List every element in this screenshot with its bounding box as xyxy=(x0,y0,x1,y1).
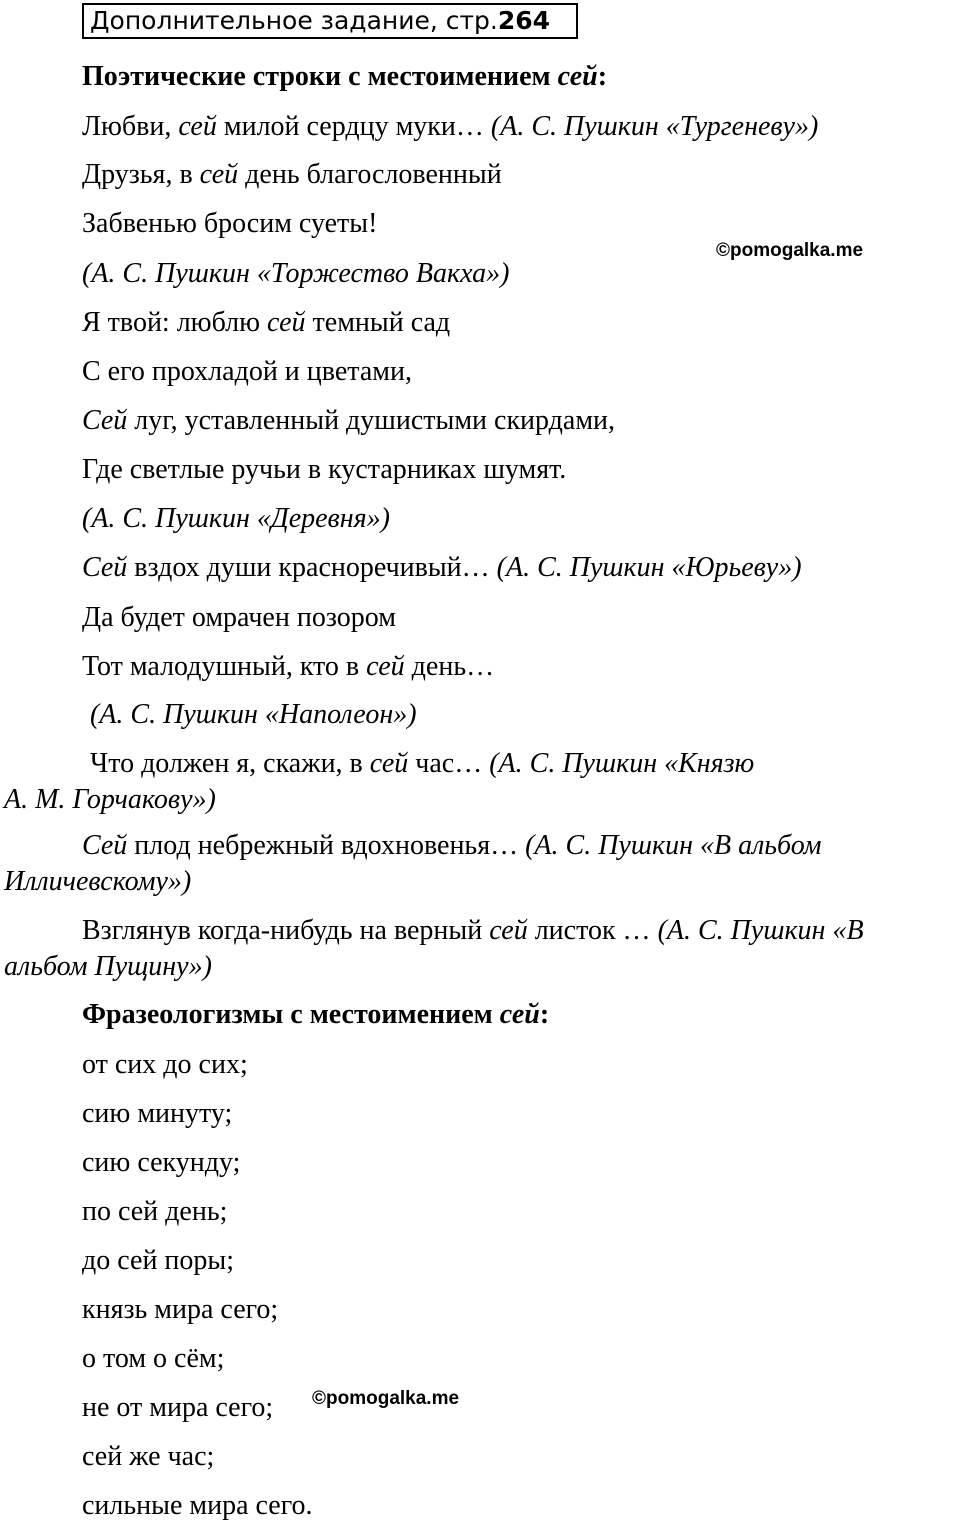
phraseology-heading xyxy=(82,998,549,1032)
list-item: сию минуту; xyxy=(82,1098,233,1129)
phraseology-heading-word: сей xyxy=(499,999,540,1030)
poem-citation: (А. С. Пушкин «Юрьеву») xyxy=(496,552,802,583)
poem-line: Я твой: люблю сей темный сад xyxy=(82,307,451,338)
poem-line: Любви, сей милой сердцу муки… (А. С. Пушкин «Тургеневу») xyxy=(82,111,819,142)
watermark: ©pomogalka.me xyxy=(716,240,864,261)
list-item: сильные мира сего. xyxy=(82,1490,313,1521)
poem-line: Сей луг, уставленный душистыми скирдами, xyxy=(82,405,616,436)
poem-line: Друзья, в сей день благословенный xyxy=(82,159,502,190)
phraseology-heading-text: Фразеологизмы с местоимением xyxy=(82,999,500,1030)
poem-line: Взглянув когда-нибудь на верный сей листок … (А. С. Пушкин «В альбом Пущину») xyxy=(4,913,960,985)
poetry-heading-word: сей xyxy=(557,61,598,92)
poem-citation: А. М. Горчакову») xyxy=(4,784,216,815)
list-item: о том о сём; xyxy=(82,1343,225,1374)
poem-line: Сей плод небрежный вдохновенья… (А. С. Пушкин «В альбом Илличевскому») xyxy=(4,828,960,900)
poem-citation: (А. С. Пушкин «Торжество Вакха») xyxy=(82,258,510,289)
poetry-heading xyxy=(82,60,607,94)
task-header xyxy=(82,3,578,39)
poem-line: Да будет омрачен позором xyxy=(82,602,396,633)
list-item: князь мира сего; xyxy=(82,1294,279,1325)
task-header-label: Дополнительное задание, стр. xyxy=(90,6,498,35)
poem-citation: Илличевскому») xyxy=(4,866,192,897)
poem-citation: (А. С. Пушкин «Тургеневу») xyxy=(490,111,819,142)
poem-citation: (А. С. Пушкин «Наполеон») xyxy=(90,699,417,730)
poem-citation: (А. С. Пушкин «Князю xyxy=(489,748,755,779)
poem-line: Сей вздох души красноречивый… (А. С. Пушкин «Юрьеву») xyxy=(82,552,802,583)
poem-citation: альбом Пущину») xyxy=(4,951,212,982)
list-item: сию секунду; xyxy=(82,1147,241,1178)
watermark: ©pomogalka.me xyxy=(312,1388,460,1409)
poem-line: С его прохладой и цветами, xyxy=(82,356,412,387)
poem-line: Где светлые ручьи в кустарниках шумят. xyxy=(82,454,567,485)
list-item: от сих до сих; xyxy=(82,1049,248,1080)
poem-citation: (А. С. Пушкин «В альбом xyxy=(525,830,822,861)
poetry-heading-colon: : xyxy=(597,61,608,92)
phraseology-heading-colon: : xyxy=(539,999,550,1030)
list-item: до сей поры; xyxy=(82,1245,235,1276)
poem-line: Забвенью бросим суеты! xyxy=(82,208,378,239)
task-page-number: 264 xyxy=(497,6,551,35)
list-item: по сей день; xyxy=(82,1196,228,1227)
poem-citation: (А. С. Пушкин «Деревня») xyxy=(82,503,390,534)
poem-citation: (А. С. Пушкин «В xyxy=(657,915,864,946)
poetry-heading-text: Поэтические строки с местоимением xyxy=(82,61,558,92)
list-item: сей же час; xyxy=(82,1441,215,1472)
poem-line: Что должен я, скажи, в сей час… (А. С. Пушкин «Князю А. М. Горчакову») xyxy=(4,746,960,818)
list-item: не от мира сего; xyxy=(82,1392,274,1423)
poem-line: Тот малодушный, кто в сей день… xyxy=(82,651,495,682)
